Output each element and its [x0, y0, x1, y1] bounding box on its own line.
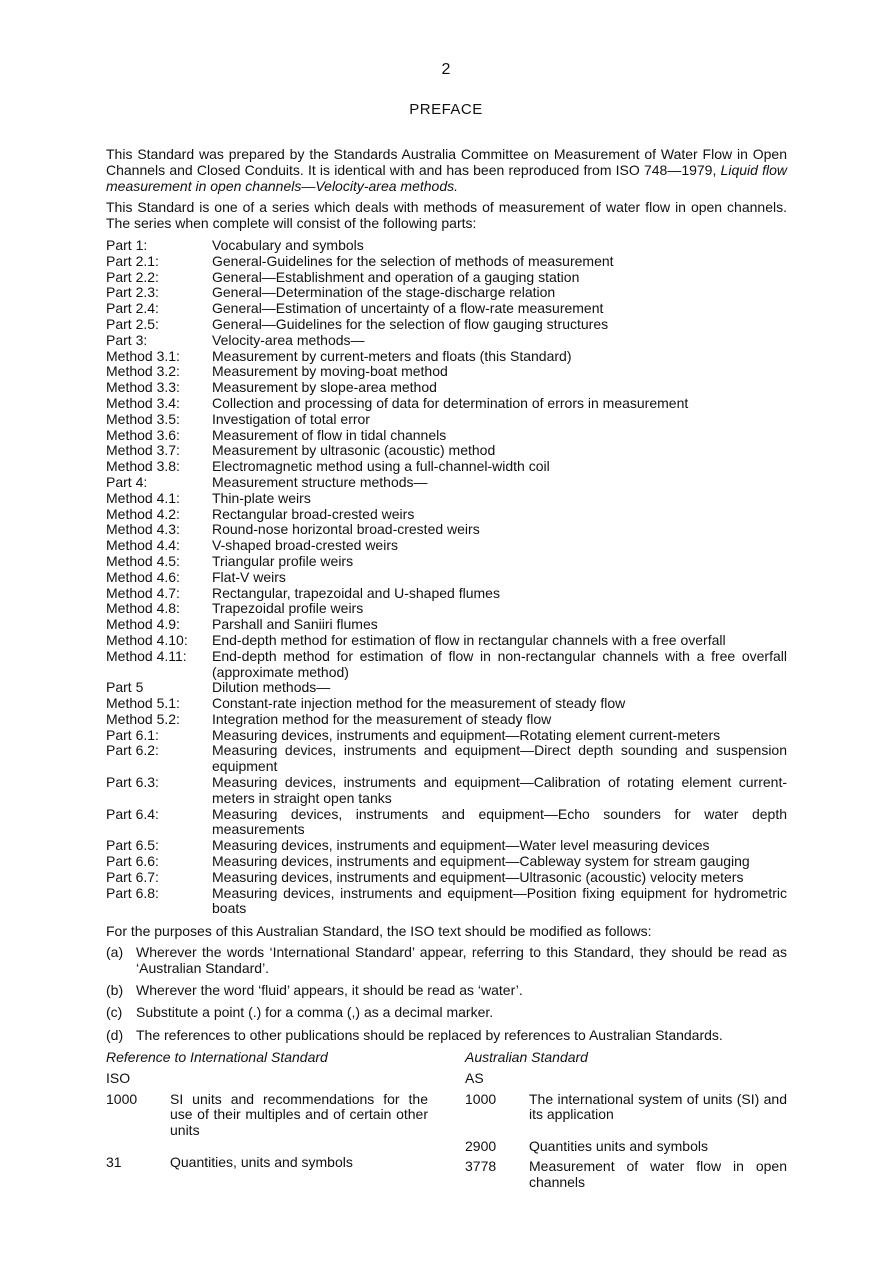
reference-description: Quantities units and symbols	[529, 1138, 708, 1155]
part-description: End-depth method for estimation of flow in non-rectangular channels with a free overfall (approximate method)	[212, 647, 787, 680]
part-row	[106, 743, 787, 775]
part-row	[106, 301, 787, 317]
reference-sub-iso: ISO	[106, 1069, 131, 1086]
reference-column-iso	[106, 1050, 428, 1195]
part-row	[106, 633, 787, 649]
part-label: Part 6.3:	[106, 774, 159, 791]
part-description: Trapezoidal profile weirs	[212, 600, 364, 617]
part-row	[106, 728, 787, 744]
part-label: Method 4.7:	[106, 584, 180, 601]
modification-letter: (d)	[106, 1026, 124, 1043]
reference-number: 3778	[465, 1158, 497, 1175]
part-row	[106, 854, 787, 870]
modification-item	[106, 1028, 787, 1044]
part-description: Electromagnetic method using a full-channel-width coil	[212, 458, 550, 475]
part-row	[106, 807, 787, 839]
reference-table	[106, 1050, 787, 1195]
part-row	[106, 522, 787, 538]
part-label: Part 6.8:	[106, 884, 159, 901]
intro-paragraph	[106, 147, 787, 194]
part-description: General—Guidelines for the selection of flow gauging structures	[212, 315, 609, 332]
part-label: Method 3.8:	[106, 458, 180, 475]
reference-number: 1000	[465, 1090, 497, 1107]
reference-row	[465, 1159, 787, 1191]
part-description: Measurement by slope-area method	[212, 379, 437, 396]
part-row	[106, 475, 787, 491]
part-row	[106, 775, 787, 807]
preface-heading: PREFACE	[409, 101, 483, 118]
part-description: General-Guidelines for the selection of methods of measurement	[212, 252, 614, 269]
part-row	[106, 443, 787, 459]
part-description: Dilution methods—	[212, 679, 331, 696]
part-description: Measurement by ultrasonic (acoustic) method	[212, 442, 496, 459]
part-description: Measuring devices, instruments and equipment—Ultrasonic (acoustic) velocity meters	[212, 868, 744, 885]
part-description: Flat-V weirs	[212, 568, 286, 585]
part-description: Velocity-area methods—	[212, 331, 365, 348]
part-row	[106, 364, 787, 380]
part-row	[106, 838, 787, 854]
part-row	[106, 317, 787, 333]
part-label: Method 4.1:	[106, 489, 180, 506]
part-row	[106, 680, 787, 696]
part-label: Method 3.6:	[106, 426, 180, 443]
modification-text: Wherever the words ‘International Standard’ appear, referring to this Standard, they should be read as ‘Australian Standard’.	[136, 944, 787, 976]
part-description: Round-nose horizontal broad-crested weirs	[212, 521, 480, 538]
part-row	[106, 428, 787, 444]
part-row	[106, 617, 787, 633]
modification-item	[106, 1005, 787, 1021]
reference-row	[106, 1092, 428, 1139]
part-row	[106, 285, 787, 301]
part-row	[106, 459, 787, 475]
part-row	[106, 696, 787, 712]
part-row	[106, 554, 787, 570]
reference-description: Quantities, units and symbols	[170, 1154, 353, 1171]
modification-text: Substitute a point (.) for a comma (,) as a decimal marker.	[136, 1004, 494, 1021]
part-description: Measurement of flow in tidal channels	[212, 426, 447, 443]
part-description: General—Determination of the stage-discharge relation	[212, 284, 556, 301]
part-row	[106, 886, 787, 918]
part-label: Method 3.5:	[106, 410, 180, 427]
part-label: Method 3.7:	[106, 442, 180, 459]
part-row	[106, 649, 787, 681]
part-label: Part 2.2:	[106, 268, 159, 285]
part-label: Method 4.10:	[106, 631, 188, 648]
part-label: Part 6.2:	[106, 742, 159, 759]
part-label: Part 6.7:	[106, 868, 159, 885]
part-description: Measurement by moving-boat method	[212, 363, 448, 380]
part-description: Measuring devices, instruments and equipment—Echo sounders for water depth measurements	[212, 805, 787, 838]
part-row	[106, 412, 787, 428]
part-description: Triangular profile weirs	[212, 552, 354, 569]
part-label: Method 3.4:	[106, 394, 180, 411]
part-description: End-depth method for estimation of flow in rectangular channels with a free overfall	[212, 631, 726, 648]
part-label: Method 3.1:	[106, 347, 180, 364]
modification-letter: (a)	[106, 944, 124, 961]
reference-number: 2900	[465, 1138, 497, 1155]
reference-header-iso: Reference to International Standard	[106, 1049, 328, 1066]
part-label: Part 6.1:	[106, 726, 159, 743]
part-description: Integration method for the measurement of steady flow	[212, 710, 552, 727]
part-description: Measuring devices, instruments and equipment—Direct depth sounding and suspension equipment	[212, 742, 787, 775]
modifications-list	[106, 945, 787, 1043]
part-row	[106, 601, 787, 617]
part-description: General—Establishment and operation of a gauging station	[212, 268, 580, 285]
parts-list	[106, 238, 787, 917]
part-description: Measuring devices, instruments and equipment—Cableway system for stream gauging	[212, 853, 750, 870]
part-label: Part 4:	[106, 473, 148, 490]
modification-item	[106, 945, 787, 977]
part-label: Part 5	[106, 679, 144, 696]
reference-row	[465, 1139, 787, 1155]
part-label: Method 4.8:	[106, 600, 180, 617]
part-description: Investigation of total error	[212, 410, 370, 427]
modification-text: Wherever the word ‘fluid’ appears, it should be read as ‘water’.	[136, 982, 523, 999]
part-description: V-shaped broad-crested weirs	[212, 537, 398, 554]
reference-description: The international system of units (SI) and its application	[529, 1090, 787, 1123]
modifications-intro: For the purposes of this Australian Standard, the ISO text should be modified as follows:	[106, 923, 652, 940]
part-label: Method 4.4:	[106, 537, 180, 554]
reference-description: Measurement of water flow in open channels	[529, 1158, 787, 1190]
part-description: Constant-rate injection method for the measurement of steady flow	[212, 695, 626, 712]
part-row	[106, 491, 787, 507]
part-description: Parshall and Saniiri flumes	[212, 616, 378, 633]
part-label: Method 3.3:	[106, 379, 180, 396]
part-label: Method 4.6:	[106, 568, 180, 585]
part-label: Part 2.3:	[106, 284, 159, 301]
reference-number: 31	[106, 1154, 122, 1171]
part-label: Part 1:	[106, 236, 148, 253]
part-row	[106, 254, 787, 270]
part-row	[106, 570, 787, 586]
part-description: General—Estimation of uncertainty of a flow-rate measurement	[212, 300, 604, 317]
part-label: Method 5.1:	[106, 695, 180, 712]
part-label: Method 4.5:	[106, 552, 180, 569]
part-row	[106, 538, 787, 554]
part-row	[106, 507, 787, 523]
part-row	[106, 712, 787, 728]
part-description: Measuring devices, instruments and equipment—Position fixing equipment for hydrometric boats	[212, 884, 787, 917]
document-body	[106, 147, 787, 1195]
intro-title-italic: Liquid flow measurement in open channels—Velocity-area methods.	[106, 161, 787, 194]
part-label: Part 2.1:	[106, 252, 159, 269]
part-description: Collection and processing of data for determination of errors in measurement	[212, 394, 689, 411]
part-description: Thin-plate weirs	[212, 489, 311, 506]
part-row	[106, 586, 787, 602]
part-row	[106, 238, 787, 254]
part-description: Rectangular broad-crested weirs	[212, 505, 415, 522]
part-label: Part 3:	[106, 331, 148, 348]
part-label: Method 4.3:	[106, 521, 180, 538]
part-label: Method 4.2:	[106, 505, 180, 522]
part-label: Part 6.4:	[106, 805, 159, 822]
intro-text: This Standard was prepared by the Standards Australia Committee on Measurement of Water Flow in Open Channels and Closed Conduits. It is identical with and has been reproduced from ISO 748—1979,	[106, 146, 787, 178]
part-row	[106, 349, 787, 365]
reference-row	[465, 1092, 787, 1124]
page-number: 2	[441, 61, 451, 78]
part-row	[106, 380, 787, 396]
part-description: Measuring devices, instruments and equipment—Rotating element current-meters	[212, 726, 721, 743]
part-row	[106, 270, 787, 286]
part-row	[106, 870, 787, 886]
reference-sub-as: AS	[465, 1069, 484, 1086]
part-label: Part 6.5:	[106, 837, 159, 854]
part-label: Method 4.9:	[106, 616, 180, 633]
modification-item	[106, 983, 787, 999]
part-description: Measuring devices, instruments and equipment—Water level measuring devices	[212, 837, 710, 854]
part-description: Vocabulary and symbols	[212, 236, 364, 253]
part-label: Method 3.2:	[106, 363, 180, 380]
part-description: Measuring devices, instruments and equipment—Calibration of rotating element current-meters in straight open tanks	[212, 774, 787, 806]
part-label: Part 6.6:	[106, 853, 159, 870]
reference-column-as	[465, 1050, 787, 1195]
part-row	[106, 333, 787, 349]
part-label: Method 5.2:	[106, 710, 180, 727]
series-intro-paragraph: This Standard is one of a series which deals with methods of measurement of water flow in open channels. The series when complete will consist of the following parts:	[106, 199, 787, 232]
reference-description: SI units and recommendations for the use of their multiples and of certain other units	[170, 1090, 428, 1139]
reference-header-as: Australian Standard	[465, 1049, 588, 1066]
part-description: Measurement by current-meters and floats (this Standard)	[212, 347, 572, 364]
reference-number: 1000	[106, 1090, 138, 1107]
modification-letter: (c)	[106, 1004, 123, 1021]
part-row	[106, 396, 787, 412]
part-label: Part 2.5:	[106, 315, 159, 332]
part-label: Method 4.11:	[106, 647, 187, 664]
modification-text: The references to other publications should be replaced by references to Australian Standards.	[136, 1026, 723, 1043]
modification-letter: (b)	[106, 982, 124, 999]
part-description: Measurement structure methods—	[212, 473, 428, 490]
part-description: Rectangular, trapezoidal and U-shaped flumes	[212, 584, 500, 601]
reference-row	[106, 1155, 428, 1171]
part-label: Part 2.4:	[106, 300, 159, 317]
